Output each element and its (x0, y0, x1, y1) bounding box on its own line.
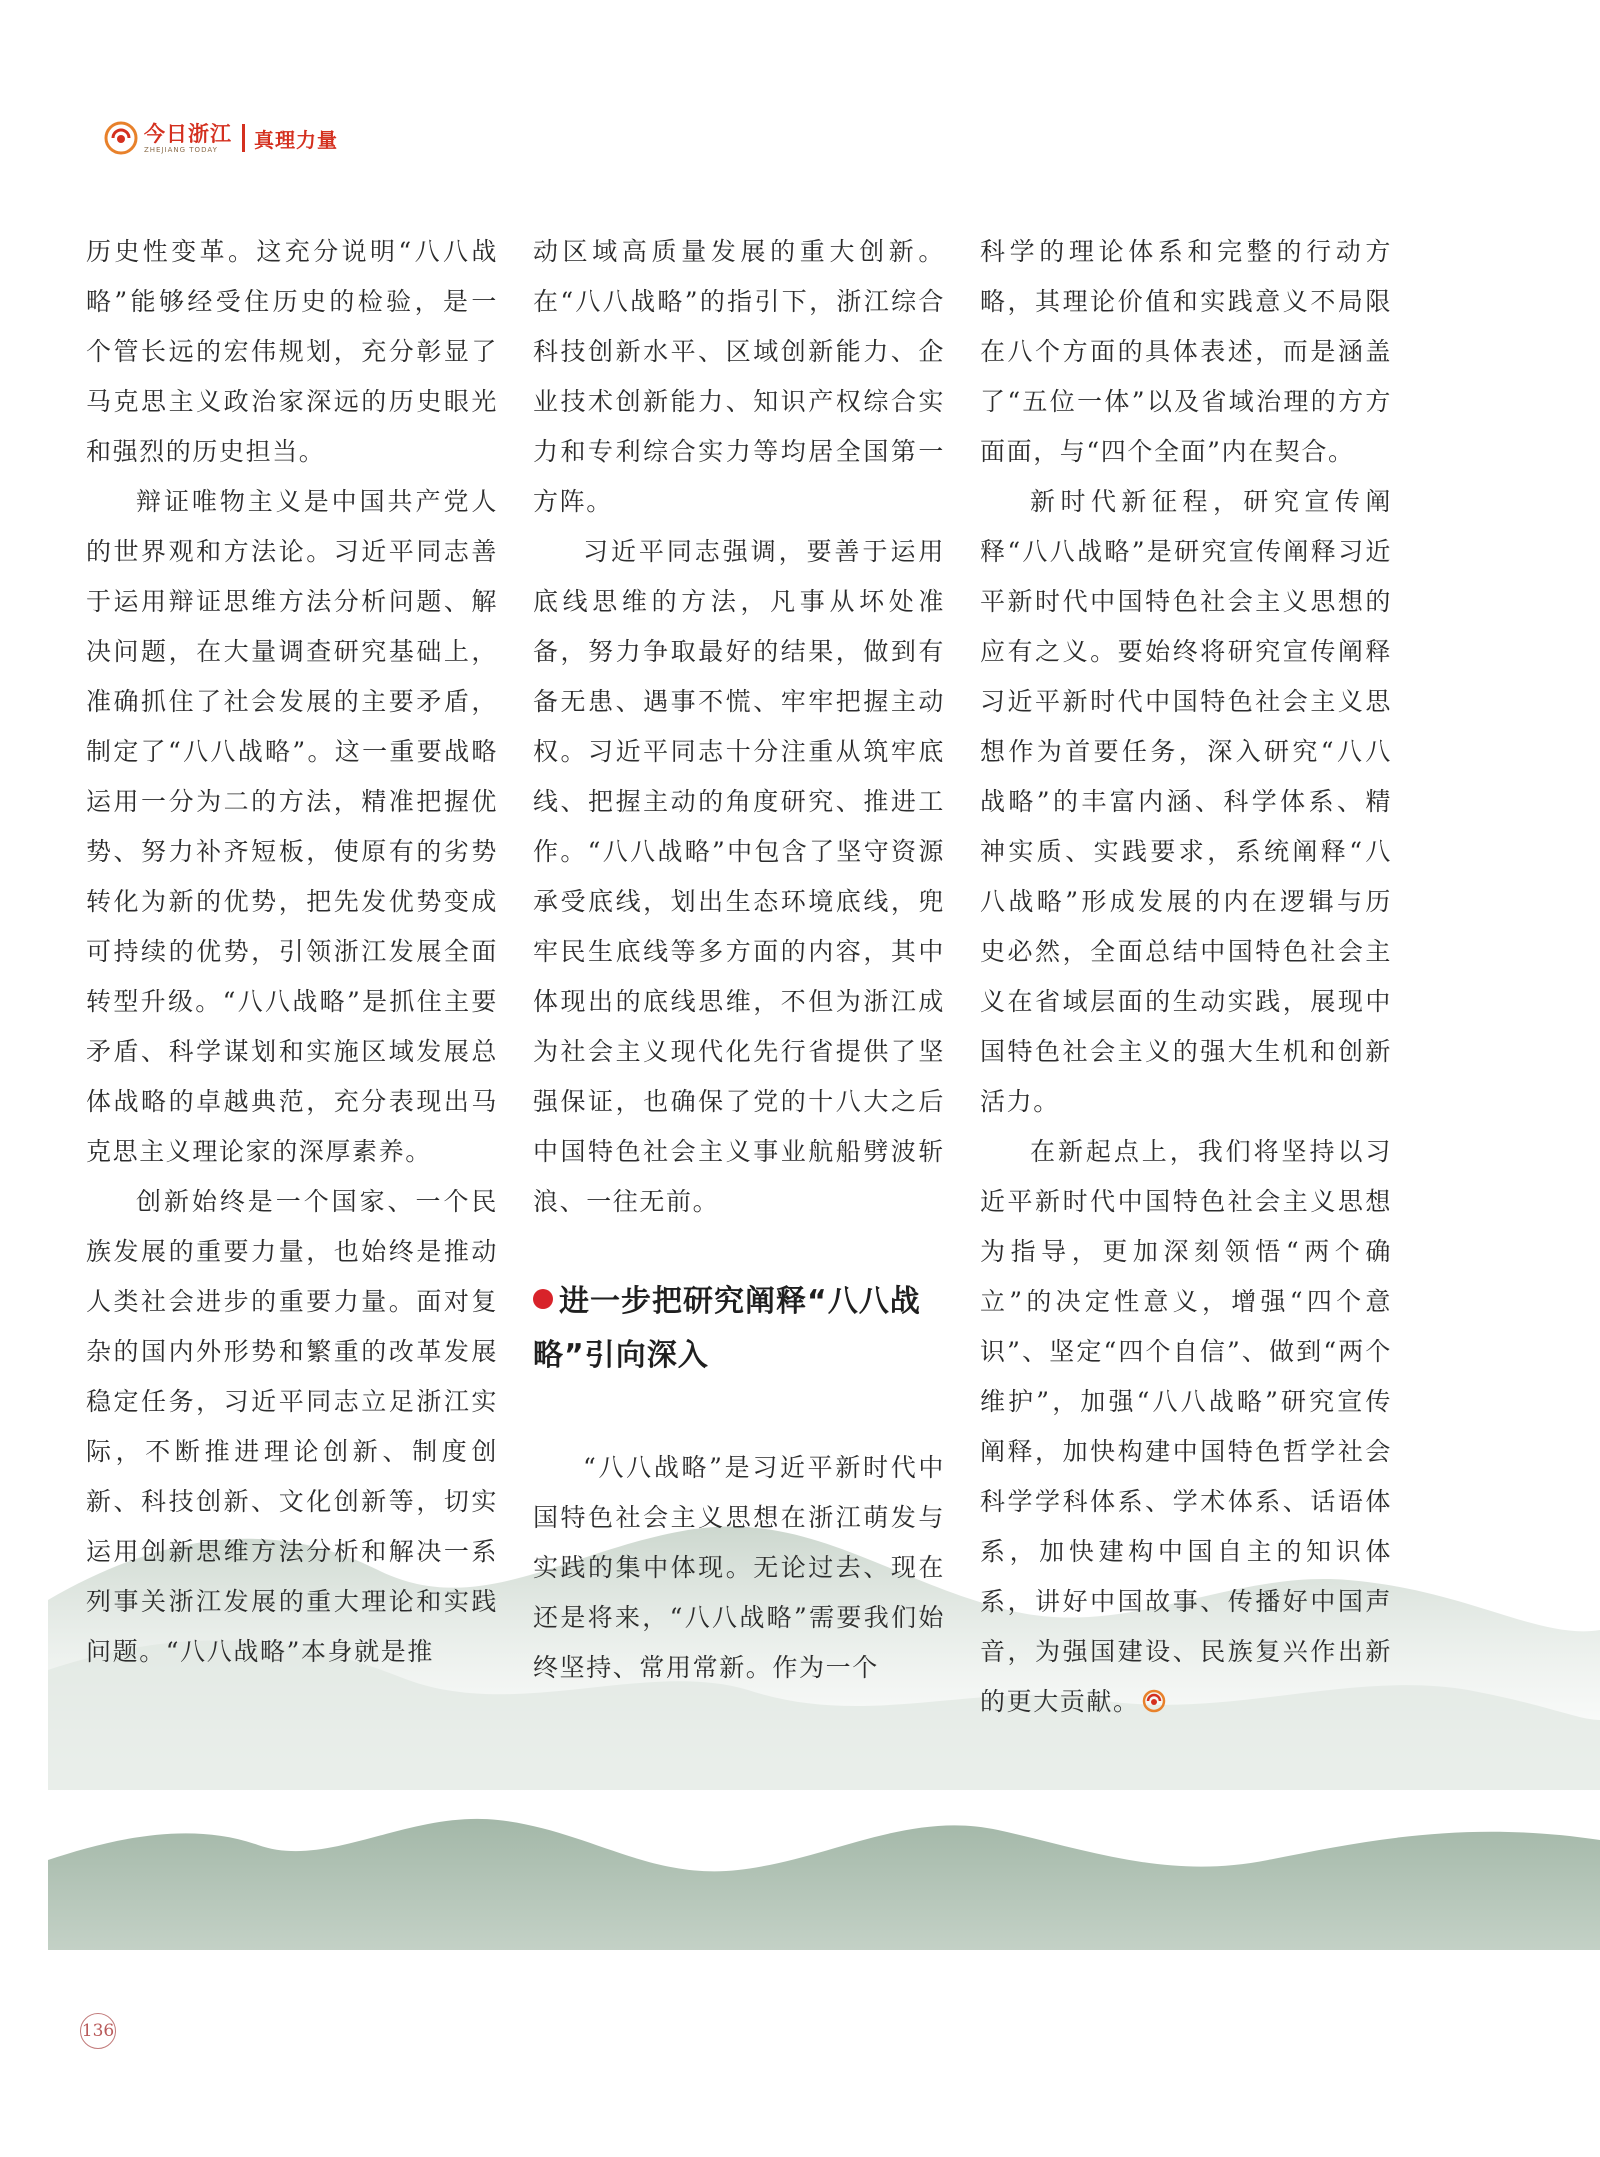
paragraph: 历史性变革。这充分说明“八八战略”能够经受住历史的检验，是一个管长远的宏伟规划，充分彰显了马克思主义政治家深远的历史眼光和强烈的历史担当。 (86, 237, 498, 466)
section-title: 真理力量 (254, 127, 338, 152)
magazine-logo-icon (104, 121, 138, 155)
paragraph: 习近平同志强调，要善于运用底线思维的方法，凡事从坏处准备，努力争取最好的结果，做到有备无患、遇事不慌、牢牢把握主动权。习近平同志十分注重从筑牢底线、把握主动的角度研究、推进工作。“八八战略”中包含了坚守资源承受底线，划出生态环境底线，兜牢民生底线等多方面的内容，其中体现出的底线思维，不但为浙江成为社会主义现代化先行省提供了坚强保证，也确保了党的十八大之后中国特色社会主义事业航船劈波斩浪、一往无前。 (533, 537, 945, 1216)
end-mark-icon (1142, 1689, 1166, 1713)
section-heading (533, 1275, 945, 1383)
paragraph: 科学的理论体系和完整的行动方略，其理论价值和实践意义不局限在八个方面的具体表述，而是涵盖了“五位一体”以及省域治理的方方面面，与“四个全面”内在契合。 (980, 237, 1392, 466)
bullet-dot-icon (533, 1289, 553, 1309)
article-column-3 (980, 227, 1392, 1727)
header-divider (242, 124, 245, 152)
paragraph: 创新始终是一个国家、一个民族发展的重要力量，也始终是推动人类社会进步的重要力量。面对复杂的国内外形势和繁重的改革发展稳定任务，习近平同志立足浙江实际，不断推进理论创新、制度创新、科技创新、文化创新等，切实运用创新思维方法分析和解决一系列事关浙江发展的重大理论和实践问题。“八八战略”本身就是推 (86, 1187, 498, 1666)
masthead (104, 118, 338, 158)
article-column-1 (86, 227, 498, 1677)
section-heading-text: 进一步把研究阐释“八八战略”引向深入 (533, 1284, 921, 1373)
paragraph: “八八战略”是习近平新时代中国特色社会主义思想在浙江萌发与实践的集中体现。无论过去、现在还是将来，“八八战略”需要我们始终坚持、常用常新。作为一个 (533, 1453, 945, 1682)
magazine-name: 今日浙江 (144, 120, 232, 146)
paragraph: 新时代新征程，研究宣传阐释“八八战略”是研究宣传阐释习近平新时代中国特色社会主义思想的应有之义。要始终将研究宣传阐释习近平新时代中国特色社会主义思想作为首要任务，深入研究“八八战略”的丰富内涵、科学体系、精神实质、实践要求，系统阐释“八八战略”形成发展的内在逻辑与历史必然，全面总结中国特色社会主义在省域层面的生动实践，展现中国特色社会主义的强大生机和创新活力。 (980, 487, 1392, 1116)
paragraph: 动区域高质量发展的重大创新。在“八八战略”的指引下，浙江综合科技创新水平、区域创新能力、企业技术创新能力、知识产权综合实力和专利综合实力等均居全国第一方阵。 (533, 237, 945, 516)
magazine-name-en: ZHEJIANG TODAY (144, 145, 218, 154)
paragraph-last (980, 1127, 1392, 1727)
page-number: 136 (80, 2013, 116, 2049)
paragraph: 辩证唯物主义是中国共产党人的世界观和方法论。习近平同志善于运用辩证思维方法分析问题、解决问题，在大量调查研究基础上，准确抓住了社会发展的主要矛盾，制定了“八八战略”。这一重要战略运用一分为二的方法，精准把握优势、努力补齐短板，使原有的劣势转化为新的优势，把先发优势变成可持续的优势，引领浙江发展全面转型升级。“八八战略”是抓住主要矛盾、科学谋划和实施区域发展总体战略的卓越典范，充分表现出马克思主义理论家的深厚素养。 (86, 487, 498, 1166)
article-column-2 (533, 227, 945, 1693)
paragraph-text: 在新起点上，我们将坚持以习近平新时代中国特色社会主义思想为指导，更加深刻领悟“两个确立”的决定性意义，增强“四个意识”、坚定“四个自信”、做到“两个维护”，加强“八八战略”研究宣传阐释，加快构建中国特色哲学社会科学学科体系、学术体系、话语体系，加快建构中国自主的知识体系，讲好中国故事、传播好中国声音，为强国建设、民族复兴作出新的更大贡献。 (980, 1137, 1392, 1716)
magazine-logo (144, 120, 232, 154)
